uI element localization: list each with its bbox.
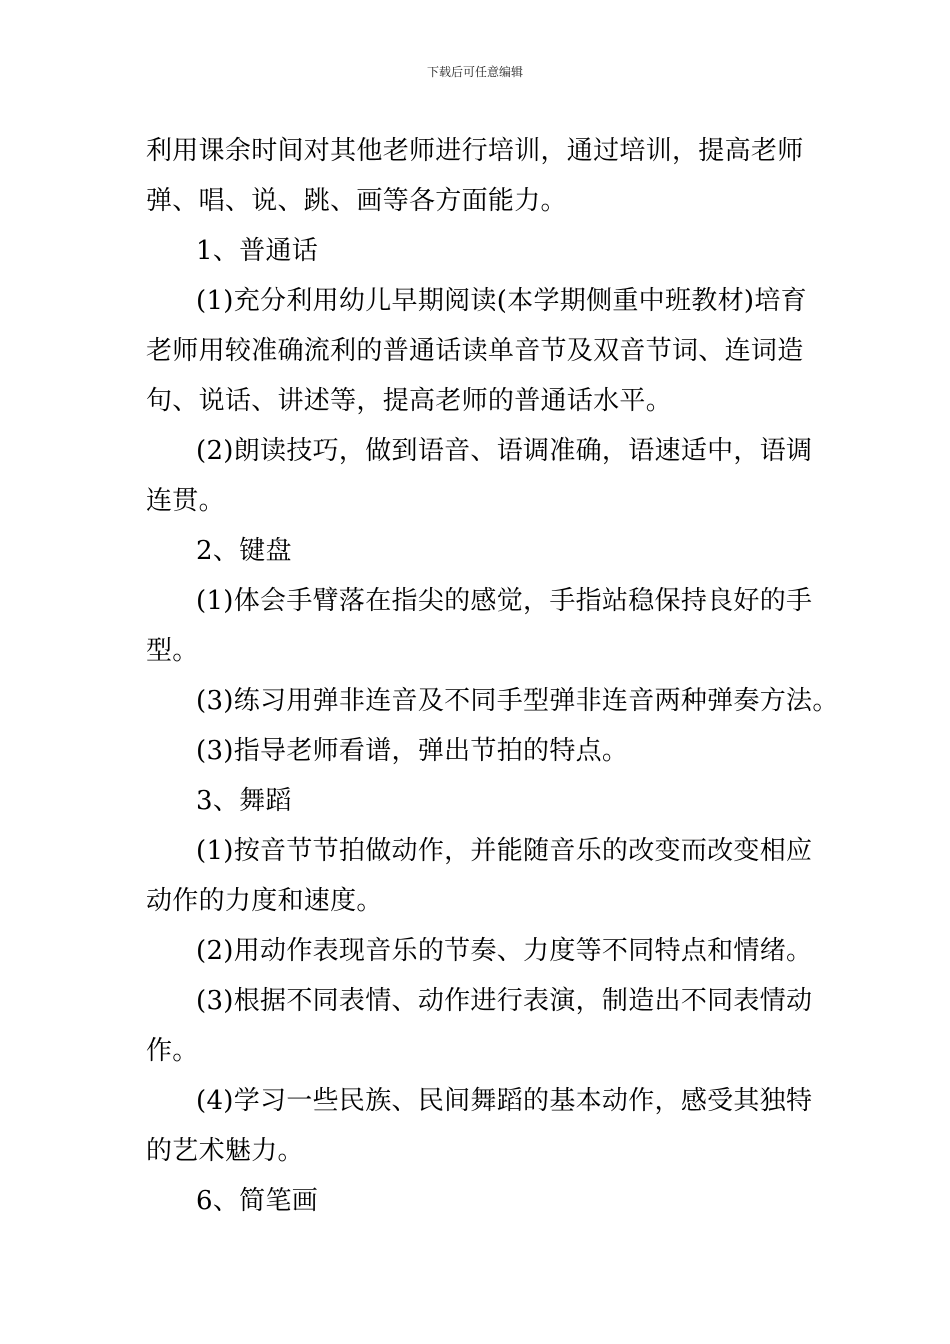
text-line: 句、说话、讲述等，提高老师的普通话水平。 bbox=[146, 386, 673, 416]
text-line: 动作的力度和速度。 bbox=[146, 886, 383, 916]
section-heading: 3、舞蹈 bbox=[196, 786, 292, 816]
section-heading: 6、简笔画 bbox=[196, 1186, 319, 1216]
document-body bbox=[146, 126, 839, 1226]
text-line: 利用课余时间对其他老师进行培训，通过培训，提高老师 bbox=[146, 136, 804, 166]
page-header: 下载后可任意编辑 bbox=[426, 65, 523, 79]
text-line: (2)用动作表现音乐的节奏、力度等不同特点和情绪。 bbox=[196, 936, 813, 966]
text-line: (1)按音节节拍做动作，并能随音乐的改变而改变相应 bbox=[196, 836, 813, 866]
text-line: (4)学习一些民族、民间舞蹈的基本动作，感受其独特 bbox=[196, 1086, 813, 1116]
text-line: (1)充分利用幼儿早期阅读(本学期侧重中班教材)培育 bbox=[196, 286, 807, 316]
text-line: 型。 bbox=[146, 636, 199, 666]
text-line: 弹、唱、说、跳、画等各方面能力。 bbox=[146, 186, 567, 216]
text-line: (3)练习用弹非连音及不同手型弹非连音两种弹奏方法。 bbox=[196, 686, 839, 716]
text-line: 的艺术魅力。 bbox=[146, 1136, 304, 1166]
section-heading: 1、普通话 bbox=[196, 236, 319, 266]
text-line: 连贯。 bbox=[146, 486, 225, 516]
text-line: 作。 bbox=[146, 1036, 199, 1066]
text-line: (2)朗读技巧，做到语音、语调准确，语速适中，语调 bbox=[196, 436, 813, 466]
section-heading: 2、键盘 bbox=[196, 536, 292, 566]
text-line: (3)根据不同表情、动作进行表演，制造出不同表情动 bbox=[196, 986, 813, 1016]
text-line: (3)指导老师看谱，弹出节拍的特点。 bbox=[196, 736, 629, 766]
text-line: (1)体会手臂落在指尖的感觉，手指站稳保持良好的手 bbox=[196, 586, 813, 616]
text-line: 老师用较准确流利的普通话读单音节及双音节词、连词造 bbox=[146, 336, 804, 366]
